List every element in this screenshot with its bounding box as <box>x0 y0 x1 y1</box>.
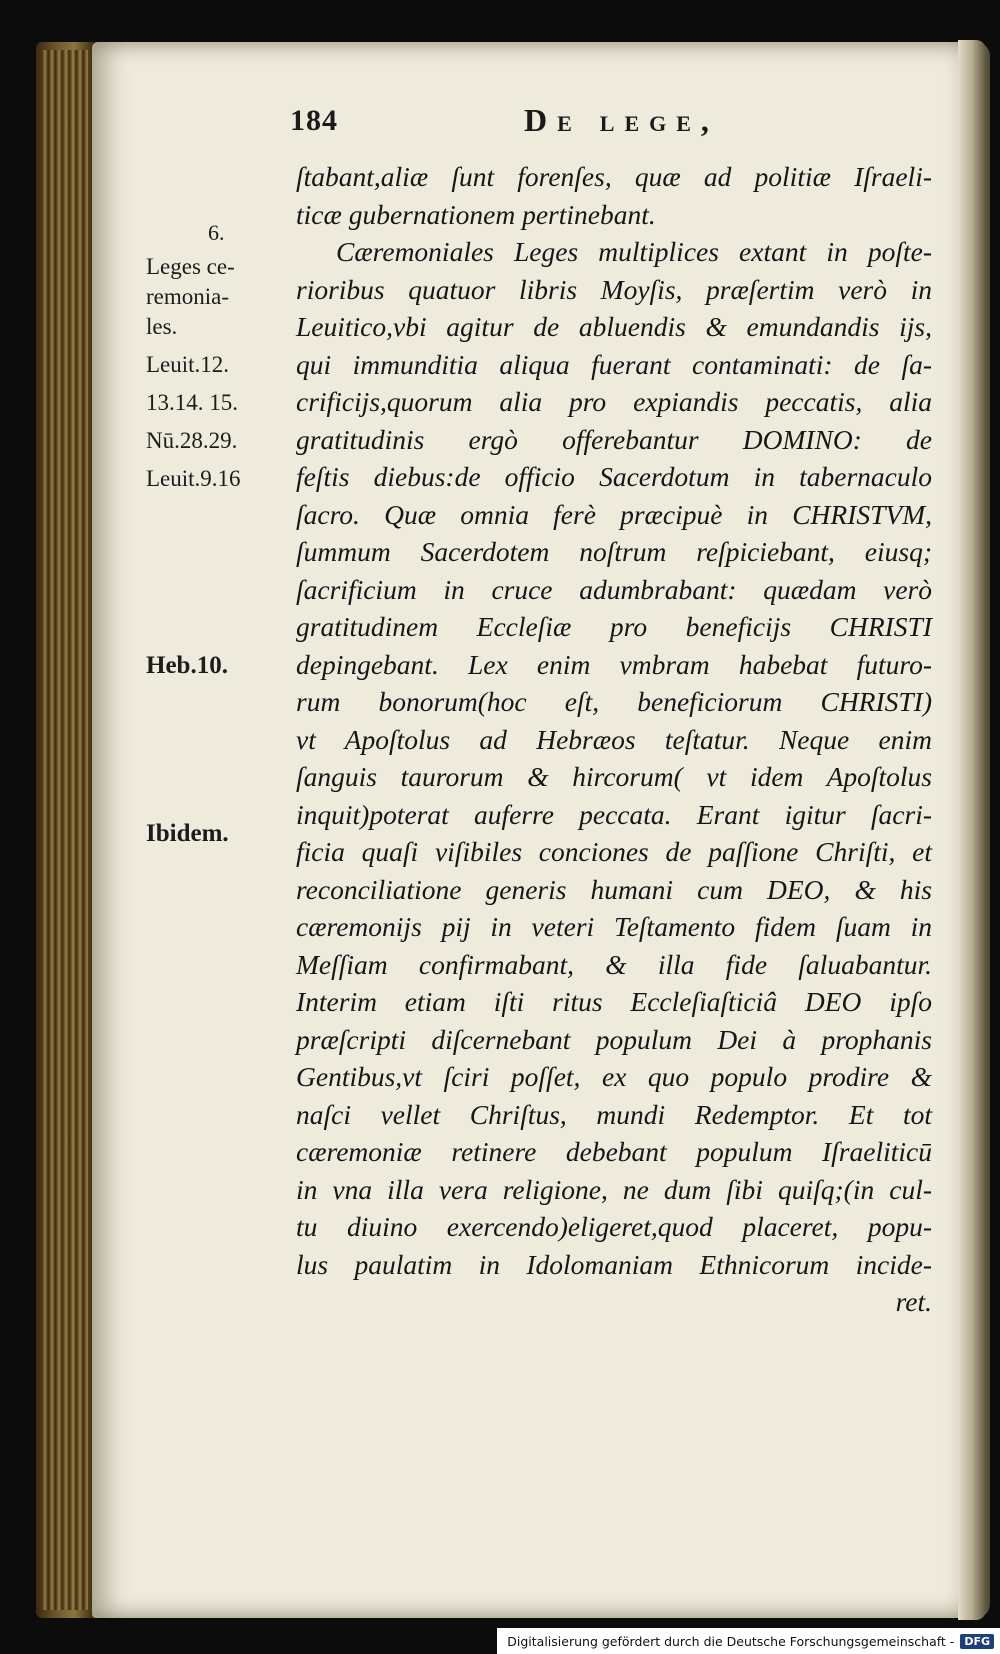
text-line: ficia quaſi viſibiles conciones de paſſione Chriſti, et <box>296 836 932 867</box>
text-line: reconciliatione generis humani cum DEO, & his <box>296 873 932 905</box>
text-line: feſtis diebus:de officio Sacerdotum in tabernaculo <box>296 461 932 492</box>
text-line: rioribus quatuor libris Moyſis, præſertim verò in <box>296 273 932 305</box>
running-head: De lege, <box>524 102 719 138</box>
margin-note: Heb.10. <box>146 652 228 679</box>
text-line: lus paulatim in Idolomaniam Ethnicorum incide- <box>296 1248 932 1280</box>
text-line: inquit)poterat auferre peccata. Erant igitur ſacri- <box>296 798 932 830</box>
text-line: ſacrificium in cruce adumbrabant: quædam verò <box>296 573 932 605</box>
margin-note: 13.14. 15. <box>146 390 238 415</box>
text-line: Gentibus,vt ſciri poſſet, ex quo populo prodire & <box>296 1061 932 1092</box>
text-line: rum bonorum(hoc eſt, beneficiorum CHRISTI) <box>296 686 932 717</box>
dfg-logo-icon: DFG <box>960 1634 994 1649</box>
margin-note: Leuit.9.16 <box>146 466 241 491</box>
text-line: Interim etiam iſti ritus Eccleſiaſticiâ DEO ipſo <box>296 986 932 1017</box>
text-line: crificijs,quorum alia pro expiandis peccatis, alia <box>296 386 932 417</box>
margin-note: Nū.28.29. <box>146 428 238 453</box>
text-line: Cæremoniales Leges multiplices extant in poſte- <box>336 236 932 267</box>
text-line: ſummum Sacerdotem noſtrum reſpiciebant, eiusq; <box>296 536 932 567</box>
footer-text: Digitalisierung gefördert durch die Deutsche Forschungsgemeinschaft - <box>507 1633 955 1649</box>
page-right-edge <box>958 40 986 1620</box>
page-number: 184 <box>290 104 338 137</box>
margin-note: Ibidem. <box>146 820 229 847</box>
text-line: cæremoniæ retinere debebant populum Iſraeliticū <box>296 1136 932 1167</box>
text-line: ret. <box>895 1286 932 1317</box>
text-line: cæremonijs pij in veteri Teſtamento fidem ſuam in <box>296 911 932 942</box>
margin-note: les. <box>146 314 178 339</box>
text-line: tu diuino exercendo)eligeret,quod placeret, popu- <box>296 1211 932 1242</box>
text-line: ſacro. Quæ omnia ferè præcipuè in CHRISTVM, <box>296 498 932 530</box>
margin-note: remonia- <box>146 284 230 309</box>
footer-credit <box>497 1628 1000 1654</box>
text-line: ticæ gubernationem pertinebant. <box>296 198 656 230</box>
text-line: naſci vellet Chriſtus, mundi Redemptor. Et tot <box>296 1098 932 1130</box>
page-edges <box>42 50 88 1610</box>
margin-note: Leuit.12. <box>146 352 230 377</box>
margin-note-section-number: 6. <box>208 220 225 245</box>
text-line: qui immunditia aliqua fuerant contaminati: de ſa- <box>296 348 932 380</box>
text-line: præſcripti diſcernebant populum Dei à prophanis <box>296 1023 932 1055</box>
text-line: gratitudinem Eccleſiæ pro beneficijs CHRISTI <box>296 611 932 642</box>
text-line: gratitudinis ergò offerebantur DOMINO: de <box>296 423 932 455</box>
text-line: vt Apoſtolus ad Hebræos teſtatur. Neque enim <box>296 723 932 755</box>
body-text <box>296 158 932 1321</box>
margin-note: Leges ce- <box>146 254 235 279</box>
text-line: Leuitico,vbi agitur de abluendis & emundandis ijs, <box>296 311 932 342</box>
text-line: in vna illa vera religione, ne dum ſibi quiſq;(in cul- <box>296 1173 932 1205</box>
page-header <box>290 100 940 150</box>
text-line: depingebant. Lex enim vmbram habebat futuro- <box>296 648 932 680</box>
text-line: Meſſiam confirmabant, & illa fide ſaluabantur. <box>296 948 932 980</box>
text-line: ſtabant,aliæ ſunt forenſes, quæ ad politiæ Iſraeli- <box>296 161 932 192</box>
text-line: ſanguis taurorum & hircorum( vt idem Apoſtolus <box>296 761 932 792</box>
